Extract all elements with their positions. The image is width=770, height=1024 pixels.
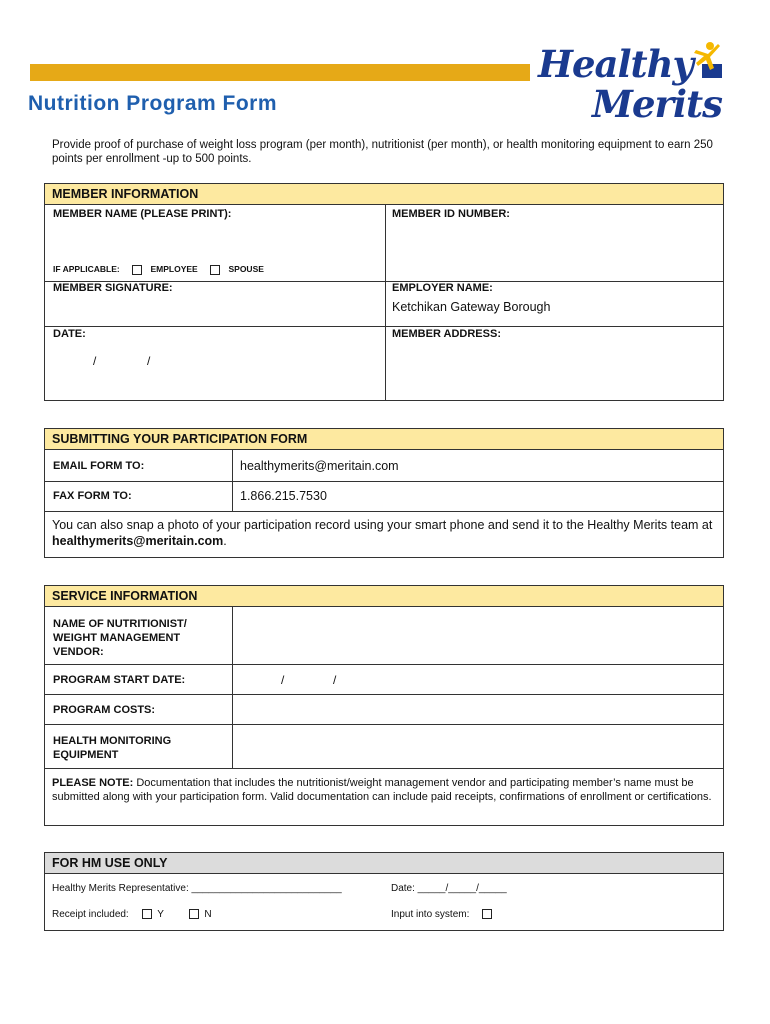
hm-use-header: FOR HM USE ONLY xyxy=(45,853,723,874)
receipt-yes-label: Y xyxy=(157,909,164,920)
service-information-header: SERVICE INFORMATION xyxy=(45,586,723,607)
fax-form-label: FAX FORM TO: xyxy=(53,490,132,502)
logo-figure-icon xyxy=(684,40,724,84)
member-id-label: MEMBER ID NUMBER: xyxy=(392,208,510,220)
spouse-checkbox[interactable] xyxy=(210,265,220,275)
healthy-merits-logo xyxy=(538,40,738,126)
date-label: DATE: xyxy=(53,328,86,340)
receipt-included-row xyxy=(52,909,212,920)
health-monitoring-field[interactable] xyxy=(233,725,723,768)
nutritionist-label-line1: NAME OF NUTRITIONIST/ xyxy=(53,618,187,630)
member-address-field[interactable] xyxy=(386,342,723,400)
program-costs-field[interactable] xyxy=(233,695,723,724)
employee-label: EMPLOYEE xyxy=(150,264,198,274)
member-information-header: MEMBER INFORMATION xyxy=(45,184,723,205)
program-start-date-field[interactable] xyxy=(233,665,723,694)
member-signature-field[interactable] xyxy=(45,296,385,326)
if-applicable-label: IF APPLICABLE: xyxy=(53,264,120,274)
member-name-field[interactable] xyxy=(45,222,385,262)
employer-name-label: EMPLOYER NAME: xyxy=(392,282,493,294)
submitting-header: SUBMITTING YOUR PARTICIPATION FORM xyxy=(45,429,723,450)
receipt-included-label: Receipt included: xyxy=(52,909,129,920)
start-date-slash-2: / xyxy=(333,673,337,687)
hm-rep-label: Healthy Merits Representative: ___________________________ xyxy=(52,883,342,894)
program-costs-label: PROGRAM COSTS: xyxy=(53,704,156,716)
input-into-system-row xyxy=(391,909,492,920)
photo-note-text: You can also snap a photo of your participation record using your smart phone and send it to the Healthy Merits team at xyxy=(52,518,713,532)
intro-text: Provide proof of purchase of weight loss program (per month), nutritionist (per month), or health monitoring equipment to earn 250 points per enrollment -up to 500 points. xyxy=(52,139,713,165)
receipt-no-checkbox[interactable] xyxy=(189,909,199,919)
hm-use-section xyxy=(44,852,724,931)
nutritionist-field[interactable] xyxy=(233,608,723,664)
input-into-system-checkbox[interactable] xyxy=(482,909,492,919)
logo-text-healthy: Healthy xyxy=(538,42,694,86)
hm-date-label: Date: _____/_____/_____ xyxy=(391,883,507,894)
please-note-text: Documentation that includes the nutritionist/weight management vendor and participating member’s name must be submitted along with your participation form. Valid documentation can include paid receipts, confirmations of enrollment or certifications. xyxy=(52,777,712,803)
please-note xyxy=(52,776,720,804)
photo-note-email[interactable]: healthymerits@meritain.com xyxy=(52,534,224,548)
service-information-section xyxy=(44,585,724,826)
nutritionist-label-line2: WEIGHT MANAGEMENT xyxy=(53,632,181,644)
date-field[interactable] xyxy=(45,342,385,400)
program-start-date-label: PROGRAM START DATE: xyxy=(53,674,186,686)
member-signature-label: MEMBER SIGNATURE: xyxy=(53,282,173,294)
submitting-section xyxy=(44,428,724,558)
employee-checkbox[interactable] xyxy=(132,265,142,275)
start-date-slash-1: / xyxy=(281,673,285,687)
input-into-system-label: Input into system: xyxy=(391,909,470,920)
member-id-field[interactable] xyxy=(386,222,723,280)
employer-name-value[interactable]: Ketchikan Gateway Borough xyxy=(392,300,551,314)
logo-text-merits: Merits xyxy=(592,82,722,126)
member-information-section xyxy=(44,183,724,401)
receipt-no-label: N xyxy=(204,909,212,920)
email-form-value[interactable]: healthymerits@meritain.com xyxy=(240,459,399,473)
member-name-label: MEMBER NAME (PLEASE PRINT): xyxy=(53,208,232,220)
health-monitoring-label-line1: HEALTH MONITORING xyxy=(53,735,172,747)
member-address-label: MEMBER ADDRESS: xyxy=(392,328,501,340)
date-slash-2: / xyxy=(147,354,151,368)
please-note-label: PLEASE NOTE: xyxy=(52,777,134,789)
health-monitoring-label-line2: EQUIPMENT xyxy=(53,749,119,761)
receipt-yes-checkbox[interactable] xyxy=(142,909,152,919)
fax-form-value[interactable]: 1.866.215.7530 xyxy=(240,489,327,503)
if-applicable-row xyxy=(53,264,264,275)
accent-bar xyxy=(30,64,530,81)
nutritionist-label xyxy=(53,617,187,659)
nutritionist-label-line3: VENDOR: xyxy=(53,646,104,658)
photo-note-end: . xyxy=(223,534,227,548)
page-title: Nutrition Program Form xyxy=(28,92,278,115)
spouse-label: SPOUSE xyxy=(228,264,264,274)
date-slash-1: / xyxy=(93,354,97,368)
photo-note xyxy=(52,517,722,549)
email-form-label: EMAIL FORM TO: xyxy=(53,460,145,472)
health-monitoring-label xyxy=(53,734,171,762)
